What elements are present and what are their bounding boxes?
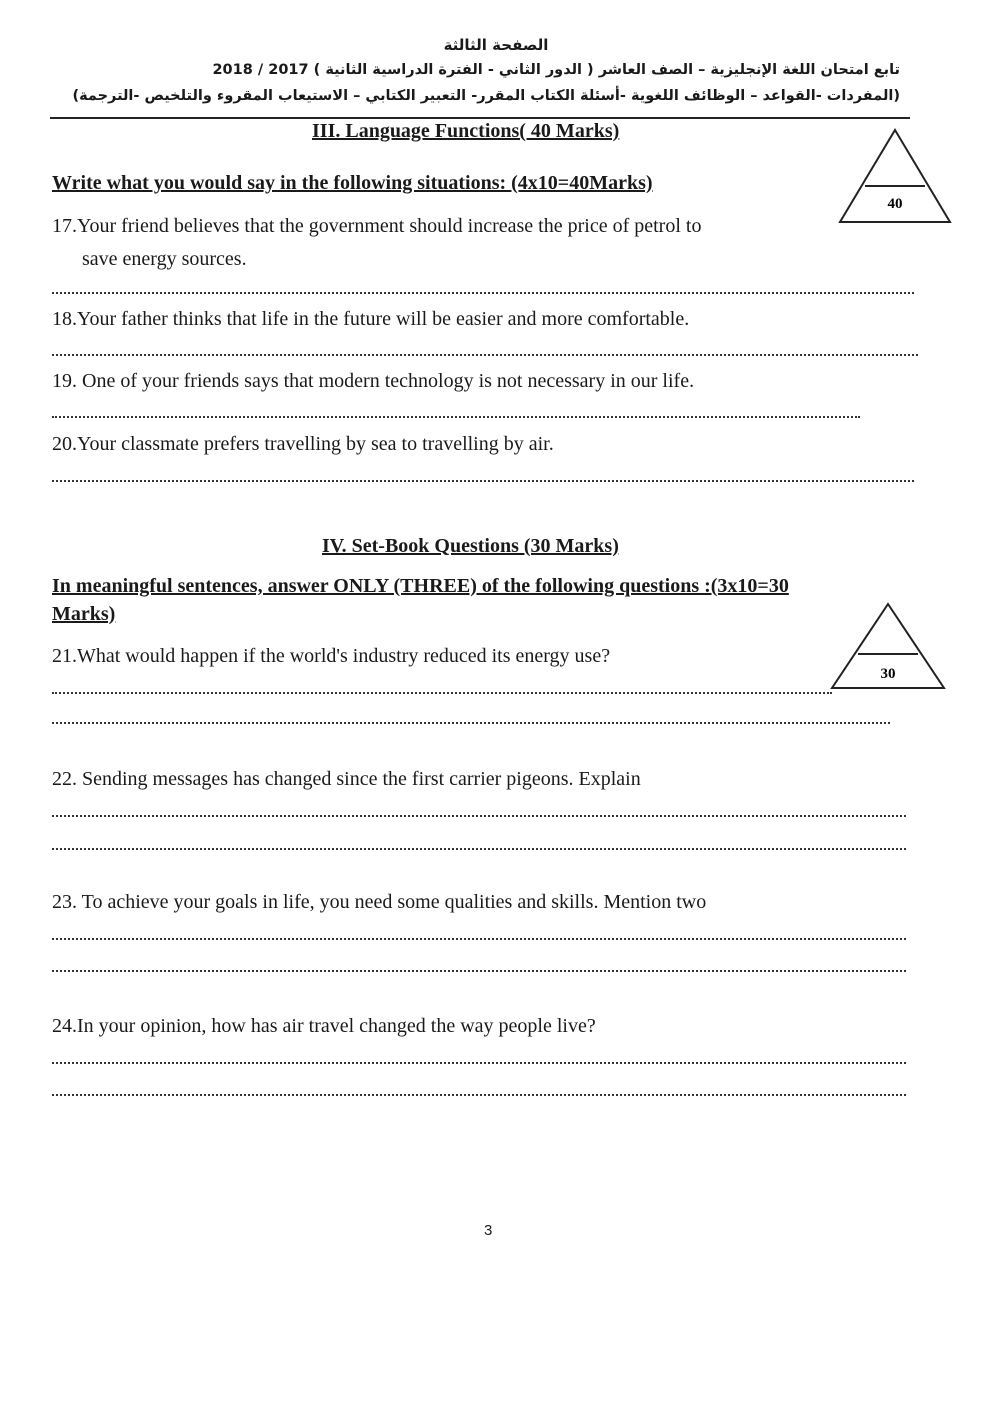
- answer-line-24b[interactable]: [52, 1094, 906, 1098]
- question-17-continued: save energy sources.: [82, 248, 247, 270]
- answer-line-21b[interactable]: [52, 722, 890, 726]
- section-4-instruction: In meaningful sentences, answer ONLY (THREE) of the following questions :(3x10=30: [52, 575, 789, 597]
- section-3-instruction: Write what you would say in the following situations: (4x10=40Marks): [52, 172, 653, 194]
- answer-line-17[interactable]: [52, 292, 914, 296]
- question-21: 21.What would happen if the world's industry reduced its energy use?: [52, 645, 611, 667]
- answer-line-21a[interactable]: [52, 692, 832, 696]
- page-number: 3: [484, 1222, 493, 1239]
- marks-40-label: 40: [887, 196, 903, 212]
- exam-skills: (المفردات -القواعد – الوظائف اللغوية -أسئلة الكتاب المقرر- التعبير الكتابي – الاستيعاب المقروء والتلخيص -الترجمة): [72, 88, 900, 104]
- page-label: الصفحة الثالثة: [443, 36, 549, 54]
- answer-line-18[interactable]: [52, 354, 918, 358]
- answer-line-19[interactable]: [52, 416, 860, 420]
- marks-triangle-40: [836, 126, 954, 228]
- marks-30-label: 30: [880, 666, 896, 682]
- question-19: 19. One of your friends says that modern technology is not necessary in our life.: [52, 370, 695, 392]
- marks-triangle-30: [828, 600, 948, 692]
- answer-line-22a[interactable]: [52, 815, 906, 819]
- question-24: 24.In your opinion, how has air travel changed the way people live?: [52, 1015, 596, 1037]
- answer-line-20[interactable]: [52, 480, 914, 484]
- section-4-title: IV. Set-Book Questions (30 Marks): [322, 535, 619, 557]
- question-23: 23. To achieve your goals in life, you need some qualities and skills. Mention two: [52, 891, 707, 913]
- question-17: 17.Your friend believes that the government should increase the price of petrol to: [52, 215, 702, 237]
- question-22: 22. Sending messages has changed since the first carrier pigeons. Explain: [52, 768, 641, 790]
- answer-line-22b[interactable]: [52, 848, 906, 852]
- exam-title: تابع امتحان اللغة الإنجليزية – الصف العاشر ( الدور الثاني - الفترة الدراسية الثانية ) 2017 / 2018: [212, 62, 900, 78]
- question-18: 18.Your father thinks that life in the future will be easier and more comfortable.: [52, 308, 690, 330]
- section-3-title: III. Language Functions( 40 Marks): [312, 120, 620, 142]
- header-divider: [50, 117, 910, 119]
- section-4-instruction-continued: Marks): [52, 603, 116, 625]
- answer-line-24a[interactable]: [52, 1062, 906, 1066]
- question-20: 20.Your classmate prefers travelling by sea to travelling by air.: [52, 433, 554, 455]
- answer-line-23b[interactable]: [52, 970, 906, 974]
- answer-line-23a[interactable]: [52, 938, 906, 942]
